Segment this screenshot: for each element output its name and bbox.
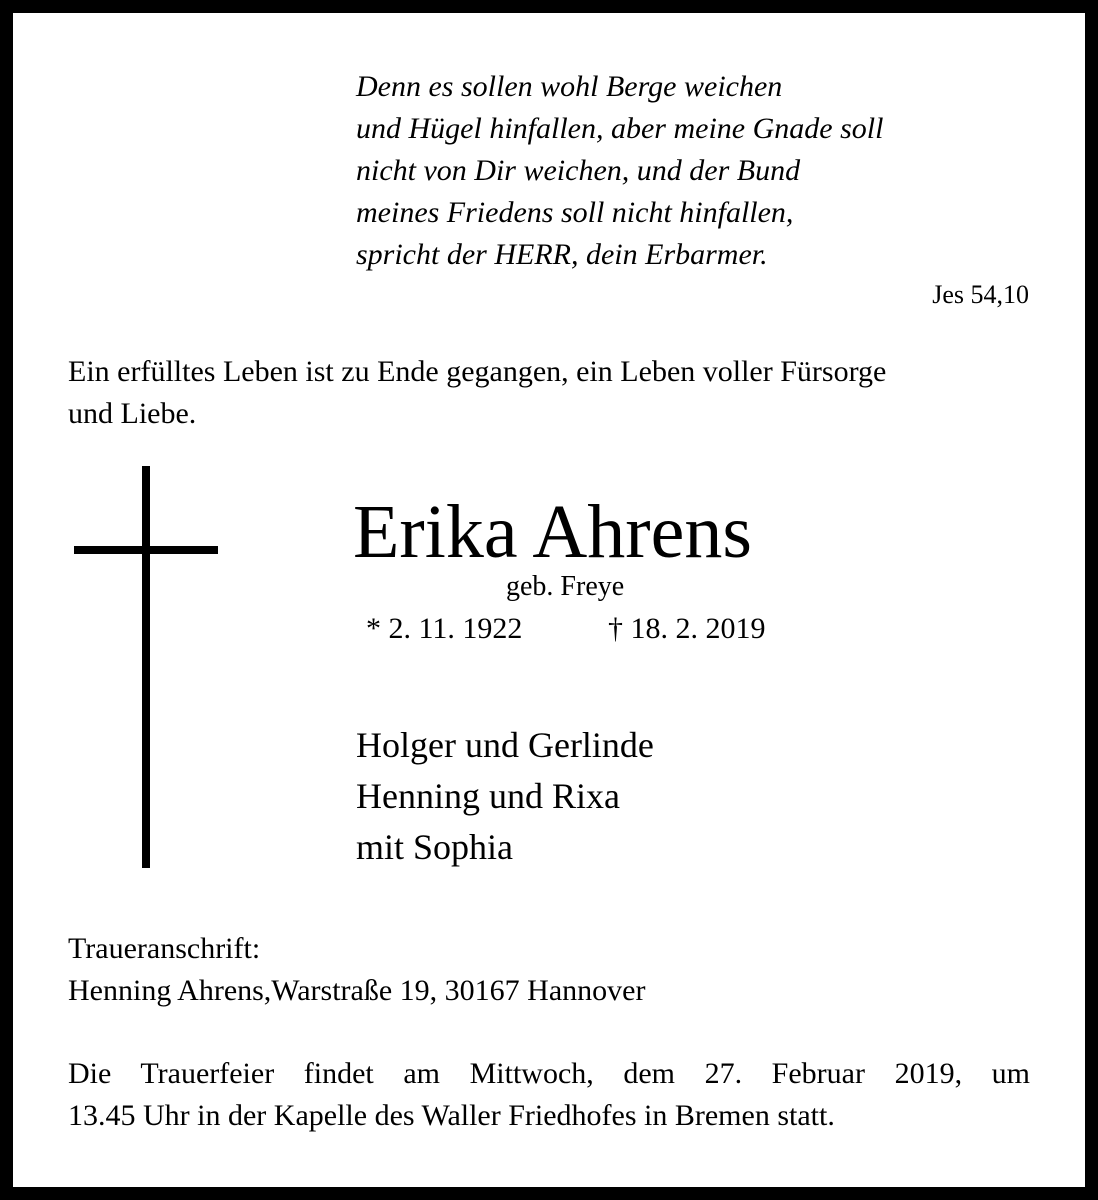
intro-text	[68, 351, 1038, 435]
verse-line: Denn es sollen wohl Berge weichen	[356, 70, 783, 103]
verse-line: meines Friedens soll nicht hinfallen,	[356, 196, 794, 229]
funeral-service-info	[68, 1053, 1030, 1137]
cross-vertical-bar	[142, 466, 150, 868]
verse-line: spricht der HERR, dein Erbarmer.	[356, 238, 768, 271]
verse-line: nicht von Dir weichen, und der Bund	[356, 154, 801, 187]
verse-reference: Jes 54,10	[932, 280, 1029, 309]
service-line: 13.45 Uhr in der Kapelle des Waller Friedhofes in Bremen statt.	[68, 1099, 835, 1132]
mourner-line: Henning und Rixa	[356, 776, 620, 816]
death-date: † 18. 2. 2019	[608, 612, 766, 645]
intro-line: Ein erfülltes Leben ist zu Ende gegangen, ein Leben voller Fürsorge	[68, 355, 887, 388]
address-line: Henning Ahrens,Warstraße 19, 30167 Hannover	[68, 974, 646, 1007]
mourners-list	[356, 720, 654, 873]
address-label: Traueranschrift:	[68, 932, 261, 965]
mourner-line: mit Sophia	[356, 827, 514, 867]
mourner-line: Holger und Gerlinde	[356, 725, 654, 765]
birth-date: * 2. 11. 1922	[366, 612, 523, 645]
deceased-name: Erika Ahrens	[353, 490, 752, 574]
verse-line: und Hügel hinfallen, aber meine Gnade soll	[356, 112, 884, 145]
intro-line: und Liebe.	[68, 397, 197, 430]
cross-icon	[74, 466, 218, 868]
bible-verse	[356, 66, 1046, 276]
mourning-address	[68, 928, 645, 1012]
service-line: Die Trauerfeier findet am Mittwoch, dem 27. Februar 2019, um	[68, 1057, 1030, 1090]
maiden-name: geb. Freye	[506, 571, 625, 602]
cross-horizontal-bar	[74, 546, 218, 554]
